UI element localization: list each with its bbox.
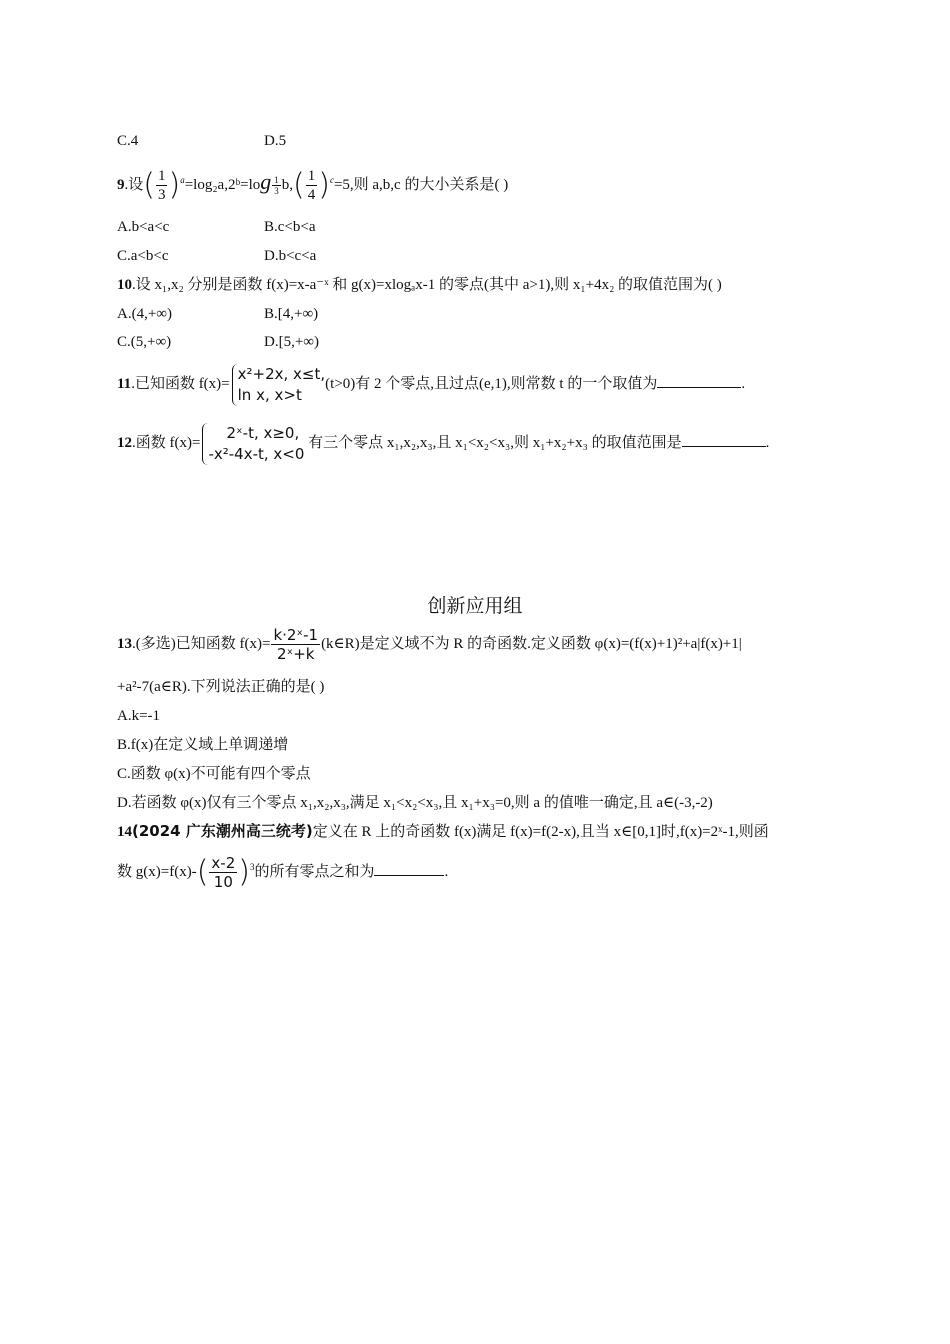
q13-option-d: D.若函数 φ(x)仅有三个零点 x₁,x₂,x₃,满足 x₁<x₂<x₃,且 x₁+x₃=0,则 a 的值唯一确定,且 a∈(-3,-2): [117, 795, 713, 811]
q12-prefix: .函数 f(x)=: [132, 435, 201, 451]
q10-option-d: D.[5,+∞): [264, 334, 319, 350]
q9-middle: =log₂a,2ᵇ=lo: [184, 177, 261, 193]
q10-option-c: C.(5,+∞): [117, 334, 172, 350]
q9-option-a: A.b<a<c: [117, 219, 170, 235]
q14-source: (2024 广东潮州高三统考): [132, 822, 313, 840]
q9-fraction-2: $\frac{1}{4}$: [307, 168, 316, 204]
q14-stem: [117, 821, 769, 842]
q11-piecewise: x²+2x, x≤t, ln x, x>t: [232, 364, 326, 406]
q14-fraction: $\frac{x-2}{10}$: [211, 854, 236, 892]
q13-option-c: C.函数 φ(x)不可能有四个零点: [117, 766, 311, 782]
q9-option-row-1: [117, 217, 316, 237]
q9-prefix: .设: [124, 177, 144, 193]
q9-option-d: D.b<c<a: [264, 248, 317, 264]
q9-log-base: $\frac{1}{3}$: [274, 175, 279, 197]
q12-piecewise: 2ˣ-t, x≥0, -x²-4x-t, x<0: [202, 423, 304, 465]
q13-number: 13: [117, 636, 132, 652]
q10-text: .设 x₁,x₂ 分别是函数 f(x)=x-a⁻ˣ 和 g(x)=xlogₐx-1 的零点(其中 a>1),则 x₁+4x₂ 的取值范围为( ): [132, 277, 722, 293]
q10-option-a: A.(4,+∞): [117, 306, 172, 322]
q10-option-row-1: [117, 304, 319, 324]
q13-fraction: $\frac{\text{k·2ˣ-1}}{\text{2ˣ+k}}$: [273, 626, 319, 664]
q11-answer-blank[interactable]: [657, 373, 741, 388]
q13-tail: (k∈R)是定义域不为 R 的奇函数.定义函数 φ(x)=(f(x)+1)²+a|f(x)+1|: [321, 636, 742, 652]
q10-number: 10: [117, 277, 132, 293]
q11-number: 11: [117, 376, 132, 392]
q14-exponent: 3: [249, 862, 255, 872]
q11-stem: 11.已知函数 f(x)= x²+2x, x≤t, ln x, x>t (t>0)有 2 个零点,且过点(e,1),则常数 t 的一个取值为 .: [117, 364, 746, 404]
q13-option-a: A.k=-1: [117, 708, 161, 724]
q12-answer-blank[interactable]: [682, 432, 766, 447]
q9-option-c: C.a<b<c: [117, 248, 169, 264]
q8-option-row: [117, 131, 287, 151]
q9-option-b: B.c<b<a: [264, 219, 316, 235]
q13-prefix: .(多选)已知函数 f(x)=: [132, 636, 271, 652]
q11-tail: (t>0)有 2 个零点,且过点(e,1),则常数 t 的一个取值为: [325, 376, 658, 392]
q14-answer-blank[interactable]: [374, 861, 444, 876]
q9-middle-2: b,: [281, 177, 293, 193]
q12-number: 12: [117, 435, 132, 451]
q9-fraction-1: $\frac{1}{3}$: [157, 168, 166, 204]
q13-stem-line-2: +a²-7(a∈R).下列说法正确的是( ): [117, 679, 325, 695]
section-title: 创新应用组: [427, 595, 523, 617]
q14-stem-line-2: 数 g(x)=f(x)-( $\frac{x-2}{10}$ )$^3$的所有零点之和为 .: [117, 854, 449, 892]
q9-number: 9: [117, 177, 125, 193]
q14-tail: 的所有零点之和为: [254, 864, 375, 880]
q10-option-b: B.[4,+∞): [264, 306, 319, 322]
q11-prefix: .已知函数 f(x)=: [131, 376, 230, 392]
q12-tail: 有三个零点 x₁,x₂,x₃,且 x₁<x₂<x₃,则 x₁+x₂+x₃ 的取值范围是: [304, 435, 682, 451]
q12-stem: 12.函数 f(x)= 2ˣ-t, x≥0, -x²-4x-t, x<0 有三个零点 x₁,x₂,x₃,且 x₁<x₂<x₃,则 x₁+x₂+x₃ 的取值范围是 .: [117, 423, 770, 463]
q8-option-c: C.4: [117, 133, 139, 149]
q9-option-row-2: [117, 246, 317, 266]
q14-number: 14: [117, 824, 132, 840]
q14-prefix: 数 g(x)=f(x)-: [117, 864, 197, 880]
q13-stem: [117, 620, 742, 668]
q9-tail: =5,则 a,b,c 的大小关系是( ): [333, 177, 509, 193]
q10-stem: [117, 275, 722, 295]
q9-stem: 9.设( $\frac{1}{3}$ )$^a$=log₂a,2ᵇ=log $\frac{1}{3}$ b,( $\frac{1}{4}$ )$^c$=5,则 a,b,c 的大小关系是( ): [117, 167, 509, 204]
q13-option-b: B.f(x)在定义域上单调递增: [117, 737, 289, 753]
q10-option-row-2: [117, 332, 319, 352]
q14-line-1: 定义在 R 上的奇函数 f(x)满足 f(x)=f(2-x),且当 x∈[0,1]时,f(x)=2ˣ-1,则函: [312, 824, 769, 840]
q8-option-d: D.5: [264, 133, 287, 149]
